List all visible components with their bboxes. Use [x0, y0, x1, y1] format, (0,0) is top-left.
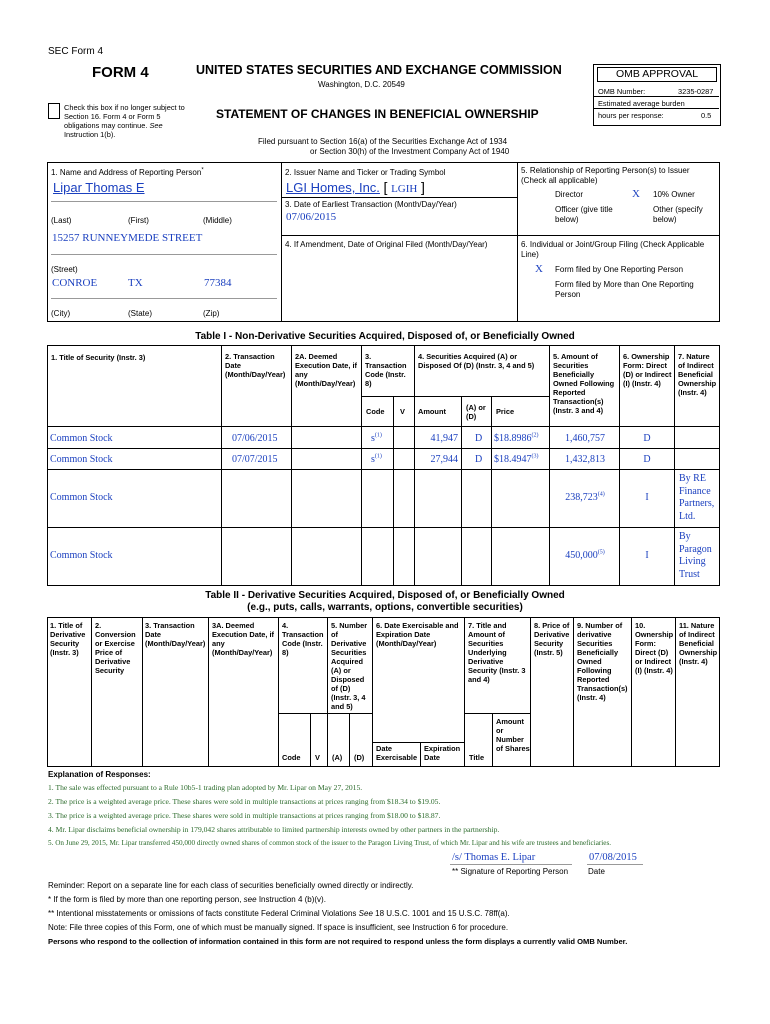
zip-value: 77384	[204, 277, 232, 289]
explanation-item-4: 4. Mr. Lipar disclaims beneficial ownership in 179,042 shares attributable to limited partnership interests owned by other partners in the partnership.	[48, 825, 500, 834]
explanation-item-3: 3. The price is a weighted average price. These shares were sold in multiple transactions at prices ranging from $18.00 to $18.87.	[48, 811, 441, 820]
omb-number-label: OMB Number:	[598, 87, 646, 96]
t1-r1-amount: 41,947	[430, 433, 458, 444]
t1-h5: 5. Amount of Securities Beneficially Owned Following Reported Transaction(s) (Instr. 3 and 4)	[553, 352, 615, 415]
box1-label: 1. Name and Address of Reporting Person*	[51, 167, 204, 177]
t1-r4-nature: By Paragon Living Trust	[679, 531, 712, 580]
t1-r2-owned: 1,432,813	[565, 454, 605, 465]
t1-sub-code: Code	[366, 407, 385, 416]
city-value: CONROE	[52, 277, 98, 289]
agency-name: UNITED STATES SECURITIES AND EXCHANGE COMMISSION	[196, 63, 562, 77]
box6-label: 6. Individual or Joint/Group Filing (Check Applicable Line)	[521, 240, 705, 259]
table-row: Common Stock	[50, 492, 113, 503]
t2-sub-code: Code	[282, 753, 301, 762]
file-copies-note: Note: File three copies of this Form, one of which must be manually signed. If space is insufficient, see Instruction 6 for procedure.	[48, 923, 509, 932]
signature-label: ** Signature of Reporting Person	[452, 867, 569, 876]
t1-r1-owned: 1,460,757	[565, 433, 605, 444]
t1-r4-owned: 450,000$^{(5)}$	[565, 549, 605, 561]
filed-pursuant-line1: Filed pursuant to Section 16(a) of the Securities Exchange Act of 1934	[258, 137, 508, 146]
t1-r2-amount: 27,944	[430, 454, 458, 465]
box4-label: 4. If Amendment, Date of Original Filed (Month/Day/Year)	[285, 240, 488, 249]
t1-h6: 6. Ownership Form: Direct (D) or Indirect (I) (Instr. 4)	[623, 352, 672, 388]
t1-h2a: 2A. Deemed Execution Date, if any (Month/Day/Year)	[295, 352, 358, 388]
t2-h9: 9. Number of derivative Securities Beneficially Owned Following Reported Transaction(s) (Instr. 4)	[577, 621, 628, 702]
footnote-double-asterisk: ** Intentional misstatements or omissions of facts constitute Federal Criminal Violations See 18 U.S.C. 1001 and 15 U.S.C. 78ff(a).	[48, 909, 510, 918]
one-person-mark[interactable]: X	[535, 263, 543, 275]
earliest-transaction-date: 07/06/2015	[286, 211, 337, 223]
t1-h4: 4. Securities Acquired (A) or Disposed Of (D) (Instr. 3, 4 and 5)	[418, 352, 535, 370]
t2-h11: 11. Nature of Indirect Beneficial Ownership (Instr. 4)	[679, 621, 718, 666]
box5-label: 5. Relationship of Reporting Person(s) to Issuer	[521, 166, 690, 175]
t1-r3-owned: 238,723$^{(4)}$	[565, 491, 605, 503]
t2-sub-exp: Expiration Date	[424, 744, 461, 762]
box5-sublabel: (Check all applicable)	[521, 176, 598, 185]
one-person-label: Form filed by One Reporting Person	[555, 265, 684, 274]
t2-sub-date-ex: Date Exercisable	[376, 744, 418, 762]
first-label: (First)	[128, 216, 149, 225]
t2-h6: 6. Date Exercisable and Expiration Date (Month/Day/Year)	[376, 621, 459, 648]
table2-subtitle: (e.g., puts, calls, warrants, options, convertible securities)	[247, 602, 523, 613]
statement-title: STATEMENT OF CHANGES IN BENEFICIAL OWNERSHIP	[216, 107, 539, 121]
state-label: (State)	[128, 309, 153, 318]
form-number: FORM 4	[92, 64, 149, 81]
city-label: (City)	[51, 309, 71, 318]
explanation-item-1: 1. The sale was effected pursuant to a Rule 10b5-1 trading plan adopted by Mr. Lipar on May 27, 2015.	[48, 783, 363, 792]
omb-hours-label: hours per response:	[598, 111, 664, 120]
t1-r1-code: $s^{(1)}$	[371, 432, 382, 444]
t2-h5: 5. Number of Derivative Securities Acquired (A) or Disposed of (D) (Instr. 3, 4 and 5)	[331, 621, 368, 711]
street-value: 15257 RUNNEYMEDE STREET	[52, 232, 203, 244]
officer-label: Officer (give title below)	[555, 205, 613, 224]
t1-r2-code: $s^{(1)}$	[371, 453, 382, 465]
t2-sub-a: (A)	[332, 753, 343, 762]
t1-sub-amount: Amount	[418, 407, 446, 416]
t1-r3-nature: By RE Finance Partners, Ltd.	[679, 473, 715, 522]
t1-sub-ad: (A) or (D)	[466, 403, 486, 421]
table-row: Common Stock	[50, 550, 113, 561]
more-persons-label: Form filed by More than One Reporting Person	[555, 280, 694, 299]
box2-label: 2. Issuer Name and Ticker or Trading Symbol	[285, 168, 446, 177]
checkbox-text: Check this box if no longer subject to Section 16. Form 4 or Form 5 obligations may continue. See Instruction 1(b).	[64, 103, 185, 139]
signature-date-value: 07/08/2015	[589, 852, 637, 863]
t2-sub-title: Title	[469, 753, 485, 762]
t2-sub-d: (D)	[354, 753, 365, 762]
footnote-single-asterisk: * If the form is filed by more than one reporting person, see Instruction 4 (b)(v).	[48, 895, 326, 904]
box3-label: 3. Date of Earliest Transaction (Month/Day/Year)	[285, 200, 457, 209]
t1-r2-ad: D	[475, 454, 483, 465]
explanation-item-2: 2. The price is a weighted average price. These shares were sold in multiple transactions at prices ranging from $18.34 to $19.05.	[48, 797, 441, 806]
sec-form-label: SEC Form 4	[48, 46, 104, 57]
table2-title: Table II - Derivative Securities Acquired, Disposed of, or Beneficially Owned	[205, 590, 565, 601]
t2-h7: 7. Title and Amount of Securities Underlying Derivative Security (Instr. 3 and 4)	[468, 621, 526, 684]
filed-pursuant-line2: or Section 30(h) of the Investment Company Act of 1940	[310, 147, 510, 156]
explanation-item-5: 5. On June 29, 2015, Mr. Lipar transferred 450,000 directly owned shares of common stock of the issuer to the Paragon Living Trust, of which Mr. Lipar and his wife are trustees and beneficiaries.	[48, 839, 612, 847]
issuer-name[interactable]: LGI Homes, Inc.	[286, 180, 380, 195]
t1-r2-price: $18.4947$^{(3)}$	[494, 453, 539, 465]
t1-r1-ad: D	[475, 433, 483, 444]
t2-h4: 4. Transaction Code (Instr. 8)	[282, 621, 324, 657]
t1-h7: 7. Nature of Indirect Beneficial Ownership (Instr. 4)	[678, 352, 717, 397]
omb-hours-value: 0.5	[701, 111, 712, 120]
t2-h10: 10. Ownership Form: Direct (D) or Indirect (I) (Instr. 4)	[635, 621, 674, 675]
t2-h3: 3. Transaction Date (Month/Day/Year)	[145, 621, 206, 648]
t1-r2-date: 07/07/2015	[232, 454, 278, 465]
ten-percent-owner-label: 10% Owner	[653, 190, 695, 199]
issuer-line: LGI Homes, Inc. [ LGIH ]	[286, 179, 425, 195]
t1-r3-form: I	[645, 492, 649, 503]
omb-number-value: 3235-0287	[678, 87, 714, 96]
t2-h1: 1. Title of Derivative Security (Instr. 3)	[50, 621, 86, 657]
signature-date-label: Date	[588, 867, 605, 876]
table-row: Common Stock	[50, 433, 113, 444]
reporting-person-name[interactable]: Lipar Thomas E	[53, 180, 145, 195]
director-label: Director	[555, 190, 584, 199]
omb-title: OMB APPROVAL	[597, 67, 717, 82]
issuer-ticker: LGIH	[391, 183, 418, 195]
t1-r1-price: $18.8986$^{(2)}$	[494, 432, 539, 444]
t2-sub-v: V	[315, 753, 320, 762]
state-value: TX	[128, 277, 143, 289]
t1-r1-date: 07/06/2015	[232, 433, 278, 444]
t1-h1: 1. Title of Security (Instr. 3)	[51, 353, 146, 362]
street-label: (Street)	[51, 265, 78, 274]
ten-percent-owner-mark[interactable]: X	[632, 188, 640, 200]
omb-disclaimer: Persons who respond to the collection of information contained in this form are not required to respond unless the form displays a currently valid OMB Number.	[48, 937, 628, 946]
t1-h2: 2. Transaction Date (Month/Day/Year)	[225, 352, 286, 379]
agency-city: Washington, D.C. 20549	[318, 80, 405, 89]
last-label: (Last)	[51, 216, 72, 225]
t1-r4-form: I	[645, 550, 649, 561]
zip-label: (Zip)	[203, 309, 220, 318]
signature-value: /s/ Thomas E. Lipar	[452, 852, 536, 863]
t1-r1-form: D	[643, 433, 651, 444]
t2-sub-amount: Amount or Number of Shares	[496, 717, 530, 753]
no-longer-subject-checkbox[interactable]	[48, 103, 60, 119]
t2-h2: 2. Conversion or Exercise Price of Derivative Security	[95, 621, 136, 675]
t1-sub-v: V	[400, 407, 405, 416]
t1-h3: 3. Transaction Code (Instr. 8)	[365, 352, 407, 388]
table-row: Common Stock	[50, 454, 113, 465]
table1-title: Table I - Non-Derivative Securities Acquired, Disposed of, or Beneficially Owned	[195, 331, 575, 342]
t2-h3a: 3A. Deemed Execution Date, if any (Month/Day/Year)	[212, 621, 275, 657]
middle-label: (Middle)	[203, 216, 232, 225]
explanation-heading: Explanation of Responses:	[48, 770, 151, 779]
other-label: Other (specify below)	[653, 205, 703, 224]
t1-r2-form: D	[643, 454, 651, 465]
omb-burden-label: Estimated average burden	[598, 99, 685, 108]
reminder-note: Reminder: Report on a separate line for each class of securities beneficially owned directly or indirectly.	[48, 881, 414, 890]
t2-h8: 8. Price of Derivative Security (Instr. 5)	[534, 621, 570, 657]
t1-sub-price: Price	[496, 407, 515, 416]
